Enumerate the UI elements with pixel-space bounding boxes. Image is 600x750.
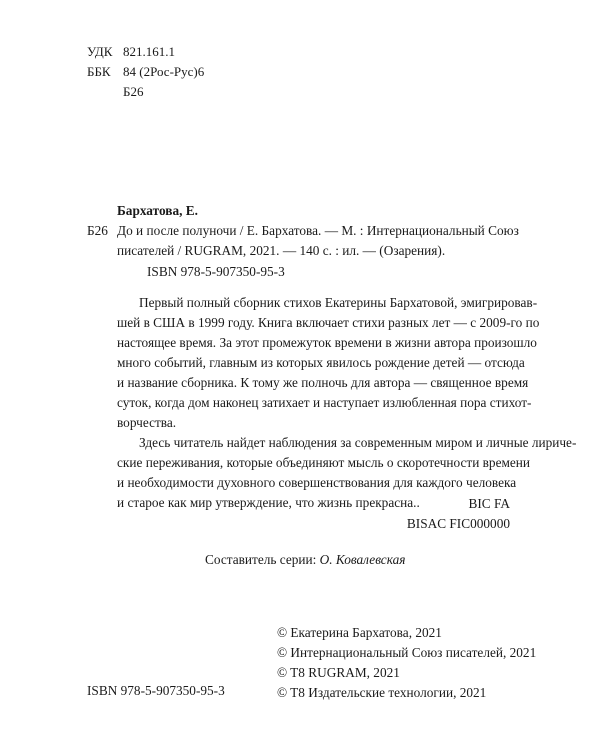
- annotation-line: ские переживания, которые объединяют мысль о скоротечности времени: [117, 455, 531, 470]
- bisac-code: BISAC FIC000000: [406, 516, 510, 531]
- annotation-line: ворчества.: [117, 415, 177, 430]
- annotation-paragraph-2: [117, 433, 577, 513]
- copyright-block: [277, 623, 536, 703]
- annotation-line: настоящее время. За этот промежуток времени в жизни автора произошло: [117, 335, 537, 350]
- annotation-line: и необходимости духовного совершенствования для каждого человека: [117, 475, 517, 490]
- catalog-isbn: ISBN 978-5-907350-95-3: [147, 264, 285, 279]
- udk-line: [87, 42, 204, 62]
- copyright-line: © T8 Издательские технологии, 2021: [277, 685, 487, 700]
- annotation-line: шей в США в 1999 году. Книга включает стихи разных лет — с 2009-го по: [117, 315, 540, 330]
- bbk-value: 84 (2Рос-Рус)6: [123, 64, 205, 79]
- author-mark: Б26: [123, 84, 144, 99]
- bic-code: BIC FA: [468, 496, 510, 511]
- annotation: [117, 293, 577, 513]
- copyright-line: © T8 RUGRAM, 2021: [277, 665, 400, 680]
- annotation-line: и старое как мир утверждение, что жизнь прекрасна..: [117, 495, 420, 510]
- copyright-line: © Интернациональный Союз писателей, 2021: [277, 645, 537, 660]
- author-mark-line: [87, 82, 204, 102]
- annotation-line: Здесь читатель найдет наблюдения за современным миром и личные лириче-: [139, 435, 577, 450]
- catalog-author-heading: Бархатова, Е.: [117, 203, 198, 218]
- annotation-paragraph-1: [117, 293, 540, 433]
- catalog-description-line-1: До и после полуночи / Е. Бархатова. — М. : Интернациональный Союз: [117, 223, 519, 238]
- annotation-line: и название сборника. К тому же полночь для автора — священное время: [117, 375, 529, 390]
- annotation-line: суток, когда дом наконец затихает и наступает излюбленная пора стихот-: [117, 395, 532, 410]
- compiler-label: Составитель серии:: [205, 552, 317, 567]
- compiler-name: О. Ковалевская: [319, 552, 406, 567]
- annotation-line: много событий, главным из которых явилось рождение детей — отсюда: [117, 355, 525, 370]
- bbk-label: ББК: [87, 64, 111, 79]
- bbk-line: [87, 62, 204, 82]
- catalog-description-line-2: писателей / RUGRAM, 2021. — 140 с. : ил. — (Озарения).: [117, 243, 446, 258]
- udk-value: 821.161.1: [123, 44, 175, 59]
- annotation-line: Первый полный сборник стихов Екатерины Бархатовой, эмигрировав-: [139, 295, 538, 310]
- bottom-isbn: ISBN 978-5-907350-95-3: [87, 683, 225, 698]
- udk-label: УДК: [87, 44, 113, 59]
- series-compiler: [205, 552, 405, 568]
- classification-block: [87, 42, 204, 102]
- catalog-mark: Б26: [87, 223, 108, 238]
- copyright-line: © Екатерина Бархатова, 2021: [277, 625, 442, 640]
